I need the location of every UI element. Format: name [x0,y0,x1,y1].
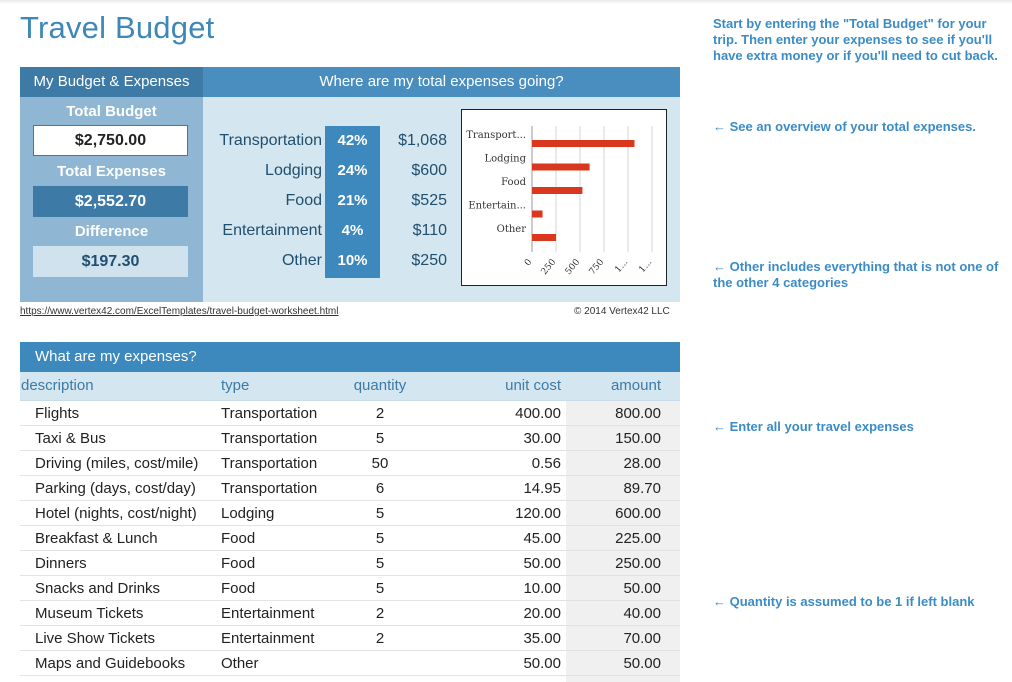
cell-description[interactable]: Dinners [35,555,87,572]
cell-type[interactable]: Food [221,530,256,547]
chart-bar [532,187,582,194]
enter-expenses-note: ← Enter all your travel expenses [713,419,914,434]
cell-amount: 150.00 [615,430,661,447]
category-percent: 24% [325,156,380,186]
category-amount: $110 [412,222,447,239]
category-name: Food [285,192,322,209]
cell-description[interactable]: Maps and Guidebooks [35,655,186,672]
cell-quantity[interactable]: 5 [375,580,385,597]
difference-value: $197.30 [33,246,188,277]
cell-quantity[interactable]: 2 [375,405,385,422]
category-amount: $1,068 [398,132,447,149]
cell-amount: 600.00 [615,505,661,522]
copyright: © 2014 Vertex42 LLC [574,306,670,317]
cell-amount: 40.00 [623,605,661,622]
instructions-note: Start by entering the "Total Budget" for your trip. Then enter your expenses to see if you'll have extra money or if you'll need to cut back. [713,16,998,63]
column-header-type: type [221,377,250,394]
cell-unit-cost[interactable]: 35.00 [523,630,561,647]
category-amount: $525 [411,192,447,209]
cell-type[interactable]: Transportation [221,455,318,472]
table-row [20,651,680,676]
chart-tick-label: 1... [613,257,631,275]
other-category-note: ← Other includes everything that is not one of the other 4 categories [713,259,999,290]
cell-description[interactable]: Snacks and Drinks [35,580,161,597]
chart-category-label: Transport... [466,130,526,141]
cell-quantity[interactable]: 6 [375,480,385,497]
source-link[interactable]: https://www.vertex42.com/ExcelTemplates/travel-budget-worksheet.html [20,306,339,317]
quantity-note: ← Quantity is assumed to be 1 if left blank [713,594,975,609]
cell-type[interactable]: Transportation [221,480,318,497]
table-row [20,401,680,426]
cell-quantity[interactable]: 5 [375,505,385,522]
budget-expenses-header: My Budget & Expenses [20,67,203,97]
total-expenses-label: Total Expenses [57,163,166,180]
column-header-description: description [21,377,94,394]
expense-breakdown-header: Where are my total expenses going? [203,67,680,97]
table-row [20,551,680,576]
cell-amount: 225.00 [615,530,661,547]
expenses-bar-chart [461,109,667,286]
cell-description[interactable]: Museum Tickets [35,605,144,622]
cell-quantity[interactable]: 2 [375,605,385,622]
chart-tick-label: 250 [539,257,559,278]
total-budget-label: Total Budget [66,103,157,120]
cell-type[interactable]: Entertainment [221,630,315,647]
cell-amount: 800.00 [615,405,661,422]
chart-bar [532,211,543,218]
category-percent: 4% [325,216,380,246]
chart-tick-label: 0 [522,257,535,269]
overview-note: ← See an overview of your total expenses. [713,119,976,134]
cell-type[interactable]: Lodging [221,505,275,522]
category-percent: 42% [325,126,380,156]
table-row [20,626,680,651]
column-header-unit-cost: unit cost [505,377,561,394]
column-header-quantity: quantity [353,377,407,394]
cell-type[interactable]: Food [221,555,256,572]
chart-tick-label: 1... [637,257,655,275]
cell-description[interactable]: Live Show Tickets [35,630,156,647]
chart-category-label: Food [501,177,526,188]
column-header-row [20,372,680,401]
cell-amount: 70.00 [623,630,661,647]
cell-description[interactable]: Flights [35,405,80,422]
table-row [20,526,680,551]
total-expenses-value: $2,552.70 [33,186,188,217]
category-name: Transportation [219,132,322,149]
cell-unit-cost[interactable]: 45.00 [523,530,561,547]
cell-quantity[interactable]: 2 [375,630,385,647]
chart-svg [462,110,666,285]
cell-quantity[interactable]: 5 [375,430,385,447]
expenses-table-header: What are my expenses? [20,342,680,372]
cell-unit-cost[interactable]: 50.00 [523,655,561,672]
difference-label: Difference [74,223,149,240]
table-row [20,476,680,501]
category-percent: 21% [325,186,380,216]
cell-type[interactable]: Entertainment [221,605,315,622]
cell-type[interactable]: Transportation [221,405,318,422]
table-row [20,576,680,601]
cell-quantity[interactable]: 5 [375,530,385,547]
cell-unit-cost[interactable]: 14.95 [523,480,561,497]
cell-description[interactable]: Driving (miles, cost/mile) [35,455,199,472]
cell-description[interactable]: Hotel (nights, cost/night) [35,505,197,522]
chart-category-label: Lodging [484,153,526,165]
chart-bar [532,234,556,241]
table-row [20,426,680,451]
column-header-amount: amount [610,377,661,394]
cell-amount: 50.00 [623,655,661,672]
category-name: Lodging [265,162,322,179]
cell-type[interactable]: Food [221,580,256,597]
cell-unit-cost[interactable]: 20.00 [523,605,561,622]
cell-unit-cost[interactable]: 400.00 [515,405,561,422]
cell-amount: 250.00 [615,555,661,572]
cell-unit-cost[interactable]: 50.00 [523,555,561,572]
cell-description[interactable]: Parking (days, cost/day) [35,480,196,497]
cell-unit-cost[interactable]: 30.00 [523,430,561,447]
chart-category-label: Entertain... [468,200,526,212]
cell-amount: 50.00 [623,580,661,597]
cell-type[interactable]: Transportation [221,430,318,447]
category-percent: 10% [325,246,380,276]
cell-description[interactable]: Breakfast & Lunch [35,530,158,547]
page-title: Travel Budget [20,10,215,45]
category-amount: $250 [411,252,447,269]
table-row [20,501,680,526]
cell-quantity[interactable]: 50 [371,455,389,472]
table-row [20,601,680,626]
total-budget-input[interactable]: $2,750.00 [33,125,188,156]
category-name: Other [281,252,322,269]
table-row [20,451,680,476]
cell-amount: 28.00 [623,455,661,472]
cell-unit-cost[interactable]: 120.00 [515,505,561,522]
cell-unit-cost[interactable]: 10.00 [523,580,561,597]
chart-bar [532,164,590,171]
chart-tick-label: 750 [587,257,607,278]
cell-quantity[interactable]: 5 [375,555,385,572]
top-shadow [0,0,1012,4]
category-name: Entertainment [222,222,322,239]
cell-type[interactable]: Other [221,655,259,672]
chart-category-label: Other [496,224,526,235]
chart-bar [532,140,634,147]
cell-unit-cost[interactable]: 0.56 [531,455,561,472]
chart-tick-label: 500 [563,257,583,278]
cell-description[interactable]: Taxi & Bus [35,430,106,447]
cell-amount: 89.70 [623,480,661,497]
category-amount: $600 [411,162,447,179]
